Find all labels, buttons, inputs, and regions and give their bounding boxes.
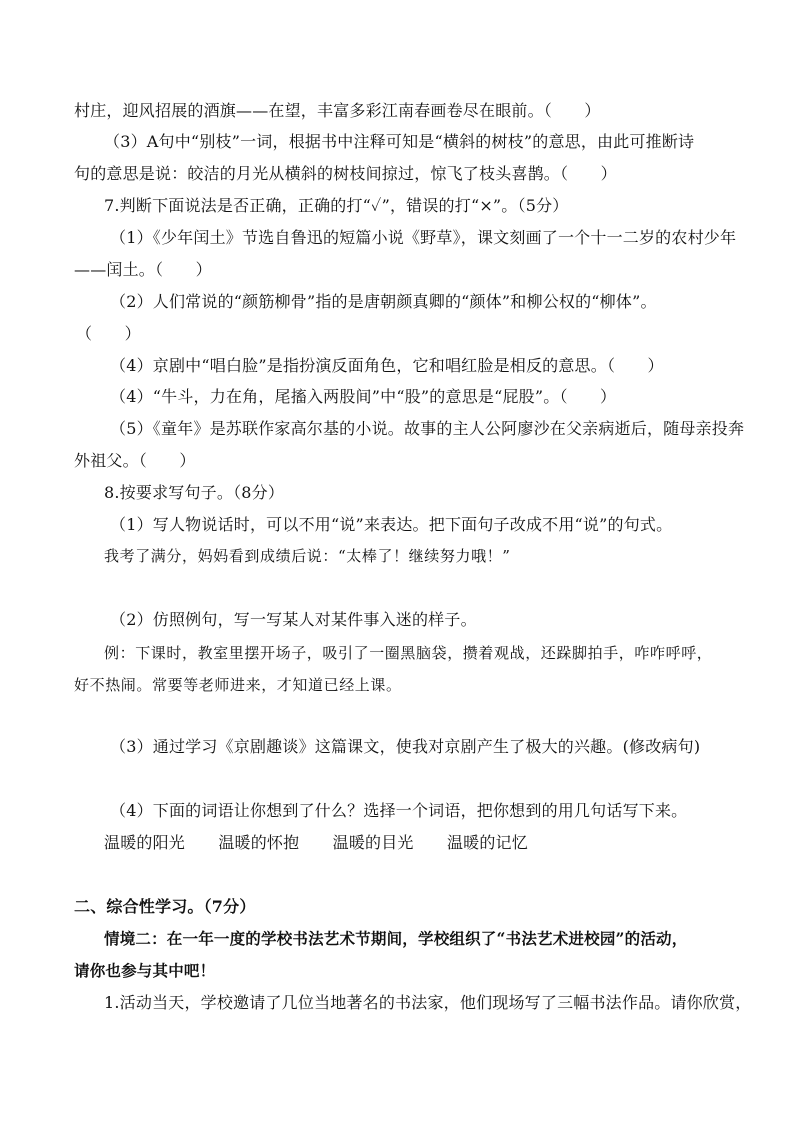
scenario-line2: 请你也参与其中吧！ (74, 961, 216, 980)
q8-s1-example: 我考了满分，妈妈看到成绩后说：“太棒了！继续努力哦！” (104, 547, 511, 565)
q7-item4b: （4）“牛斗，力在角，尾搐入两股间”中“股”的意思是“屁股”。（ ） (110, 387, 617, 406)
q8-s2-example-line1: 例：下课时，教室里摆开场子，吸引了一圈黑脑袋，攒着观战，还跺脚拍手，咋咋呼呼， (104, 644, 713, 662)
q7-item1-line1: （1）《少年闰土》节选自鲁迅的短篇小说《野草》，课文刻画了一个十一二岁的农村少年 (110, 228, 737, 247)
word-option: 温暖的怀抱 (218, 833, 300, 852)
q8-s3-instruction: （3）通过学习《京剧趣谈》这篇课文，使我对京剧产生了极大的兴趣。(修改病句) (110, 737, 701, 756)
q7-item2-line1: （2）人们常说的“颜筋柳骨”指的是唐朝颜真卿的“颜体”和柳公权的“柳体”。 (110, 292, 657, 311)
q7-item5-line2: 外祖父。（ ） (74, 451, 196, 470)
word-option: 温暖的目光 (332, 833, 414, 852)
scenario-line1: 情境二：在一年一度的学校书法艺术节期间，学校组织了“书法艺术进校园”的活动， (104, 929, 688, 948)
section2-q1: 1.活动当天，学校邀请了几位当地著名的书法家，他们现场写了三幅书法作品。请你欣赏， (104, 993, 752, 1012)
q8-s1-instruction: （1）写人物说话时，可以不用“说”来表达。把下面句子改成不用“说”的句式。 (110, 515, 673, 534)
word-option: 温暖的记忆 (446, 833, 528, 852)
q8-s2-example-line2: 好不热闹。常要等老师进来，才知道已经上课。 (74, 676, 402, 694)
q8-s4-instruction: （4）下面的词语让你想到了什么？选择一个词语，把你想到的用几句话写下来。 (110, 801, 688, 820)
q7-item5-line1: （5）《童年》是苏联作家高尔基的小说。故事的主人公阿廖沙在父亲病逝后，随母亲投奔 (110, 419, 745, 438)
word-option: 温暖的阳光 (104, 833, 186, 852)
q8-word-list (104, 833, 528, 853)
section2-heading: 二、综合性学习。（7分） (74, 897, 256, 916)
q6-line-continuation: 村庄，迎风招展的酒旗——在望，丰富多彩江南春画卷尽在眼前。（ ） (74, 101, 601, 120)
q8-title: 8.按要求写句子。（8分） (104, 483, 285, 502)
q8-s2-instruction: （2）仿照例句，写一写某人对某件事入迷的样子。 (110, 610, 477, 629)
q6-item3-line2: 句的意思是说：皎洁的月光从横斜的树枝间掠过，惊飞了枝头喜鹊。（ ） (74, 164, 617, 183)
q6-item3-line1: （3）A句中“别枝”一词，根据书中注释可知是“横斜的树枝”的意思，由此可推断诗 (104, 132, 695, 151)
q7-title: 7.判断下面说法是否正确，正确的打“✓”，错误的打“×”。（5分） (104, 196, 569, 215)
q7-item2-line2: （ ） (76, 324, 141, 343)
q7-item1-line2: ——闰土。（ ） (74, 260, 212, 279)
q7-item4: （4）京剧中“唱白脸”是指扮演反面角色，它和唱红脸是相反的意思。（ ） (110, 356, 664, 375)
